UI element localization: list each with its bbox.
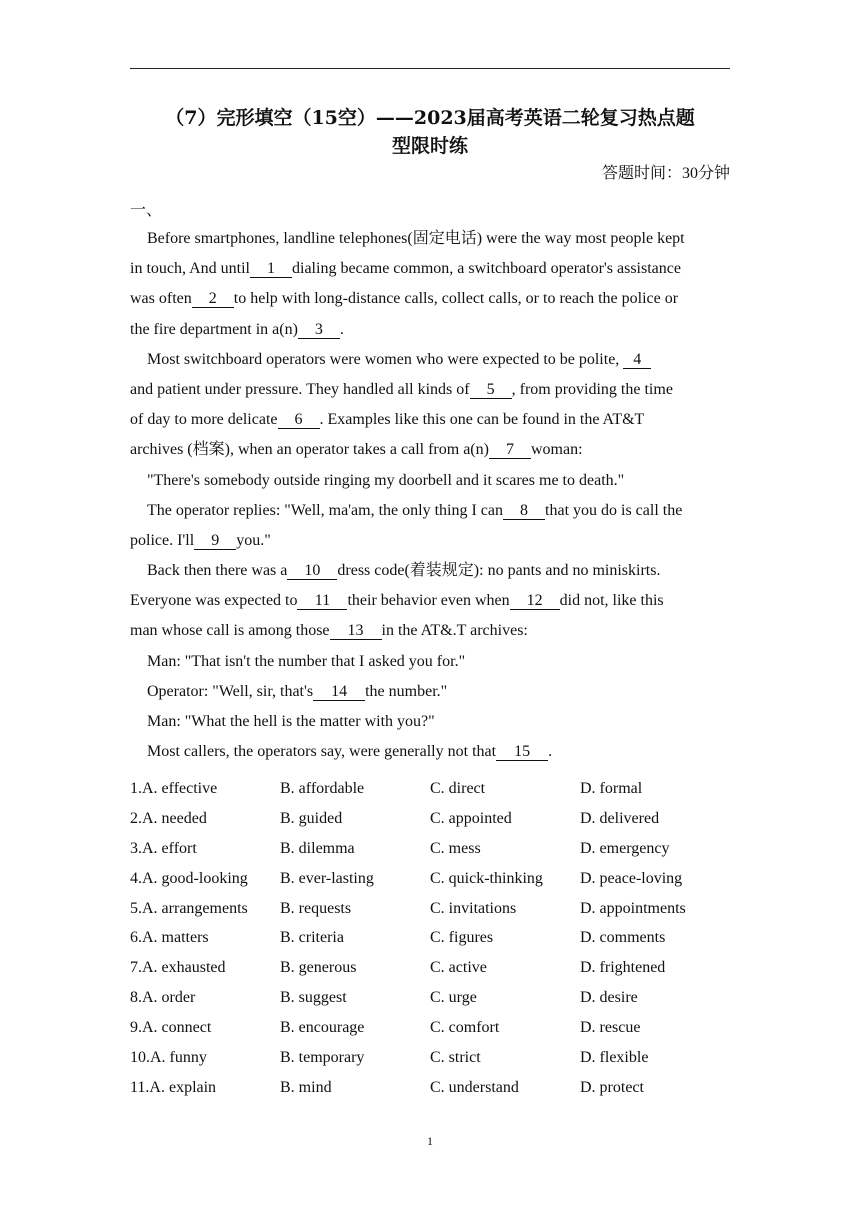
option-c: C. urge: [430, 989, 477, 1007]
blank-3: 3: [298, 321, 340, 339]
option-a: 9.A. connect: [130, 1019, 212, 1037]
option-row: [130, 983, 730, 1013]
option-row: [130, 864, 730, 894]
blank-10: 10: [287, 562, 337, 580]
blank-8: 8: [503, 502, 545, 520]
option-d: D. rescue: [580, 1019, 641, 1037]
option-b: B. requests: [280, 899, 352, 917]
option-row: [130, 1073, 730, 1103]
passage-line: Man: "That isn't the number that I asked you for.": [147, 652, 466, 670]
blank-1: 1: [250, 260, 292, 278]
passage-line: Most callers, the operators say, were generally not that 15 .: [147, 743, 553, 761]
option-b: B. mind: [280, 1078, 332, 1096]
option-a: 8.A. order: [130, 989, 196, 1007]
time-limit: 答题时间：30分钟: [601, 165, 730, 182]
passage-line: archives (档案), when an operator takes a call from a(n) 7 woman:: [130, 441, 583, 459]
option-b: B. affordable: [280, 780, 365, 797]
passage-line: police. I'll 9 you.": [130, 531, 271, 549]
option-a: 11.A. explain: [130, 1078, 217, 1096]
passage-line: Most switchboard operators were women who were expected to be polite, 4: [130, 345, 730, 375]
option-b: B. ever-lasting: [280, 869, 374, 887]
page-number: 1: [427, 1134, 433, 1148]
section-label: 一、: [130, 202, 163, 219]
answer-options: [130, 774, 730, 1103]
option-c: C. quick-thinking: [430, 869, 543, 887]
option-a: 4.A. good-looking: [130, 869, 248, 887]
option-d: D. flexible: [580, 1049, 649, 1067]
option-a: 5.A. arrangements: [130, 899, 248, 917]
option-c: C. mess: [430, 839, 481, 857]
passage-line: of day to more delicate 6 . Examples like this one can be found in the AT&T: [130, 411, 645, 429]
option-c: C. active: [430, 959, 487, 977]
blank-12: 12: [510, 592, 560, 610]
option-c: C. figures: [430, 929, 494, 947]
option-a: 3.A. effort: [130, 839, 197, 857]
option-b: B. suggest: [280, 989, 347, 1007]
option-d: D. formal: [580, 780, 643, 797]
option-a: 6.A. matters: [130, 929, 209, 947]
blank-14: 14: [313, 683, 365, 701]
option-d: D. emergency: [580, 839, 670, 857]
blank-11: 11: [297, 592, 347, 610]
passage-line: the fire department in a(n) 3 .: [130, 320, 344, 338]
page-title: [130, 104, 730, 160]
passage-line: The operator replies: "Well, ma'am, the only thing I can 8 that you do is call the: [147, 501, 683, 519]
option-b: B. criteria: [280, 929, 344, 947]
option-a: 10.A. funny: [130, 1049, 207, 1067]
option-c: C. appointed: [430, 809, 512, 827]
option-c: C. invitations: [430, 899, 517, 917]
option-row: [130, 774, 730, 804]
option-b: B. encourage: [280, 1019, 365, 1037]
passage-line: "There's somebody outside ringing my doorbell and it scares me to death.": [147, 471, 625, 489]
option-b: B. dilemma: [280, 839, 355, 857]
passage-line: was often 2 to help with long-distance calls, collect calls, or to reach the police or: [130, 290, 679, 308]
blank-6: 6: [278, 411, 320, 429]
option-c: C. understand: [430, 1078, 519, 1096]
option-d: D. desire: [580, 989, 638, 1007]
option-d: D. comments: [580, 929, 666, 947]
option-row: [130, 804, 730, 834]
option-c: C. strict: [430, 1049, 481, 1067]
passage-line: man whose call is among those 13 in the AT&.T archives:: [130, 622, 528, 640]
option-d: D. peace-loving: [580, 869, 683, 887]
option-a: 7.A. exhausted: [130, 959, 226, 977]
blank-7: 7: [489, 441, 531, 459]
blank-15: 15: [496, 743, 548, 761]
header-rule: [130, 68, 730, 69]
option-a: 2.A. needed: [130, 809, 207, 827]
option-d: D. protect: [580, 1078, 644, 1096]
blank-9: 9: [194, 532, 236, 550]
passage-line: Everyone was expected to 11 their behavior even when 12 did not, like this: [130, 592, 664, 610]
option-row: [130, 953, 730, 983]
passage-line: in touch, And until 1 dialing became common, a switchboard operator's assistance: [130, 260, 681, 278]
option-row: [130, 1013, 730, 1043]
option-a: 1.A. effective: [130, 780, 218, 797]
blank-2: 2: [192, 290, 234, 308]
option-d: D. frightened: [580, 959, 666, 977]
passage-line: Operator: "Well, sir, that's 14 the number.": [147, 682, 448, 700]
passage-line: Before smartphones, landline telephones(固定电话) were the way most people kept: [147, 230, 685, 247]
title-line-2: 型限时练: [391, 135, 468, 157]
option-d: D. appointments: [580, 899, 686, 917]
blank-13: 13: [330, 622, 382, 640]
passage-line: Back then there was a 10 dress code(着装规定): no pants and no miniskirts.: [147, 562, 661, 580]
blank-4: 4: [623, 351, 651, 369]
option-b: B. temporary: [280, 1049, 365, 1067]
blank-5: 5: [470, 381, 512, 399]
option-row: [130, 1043, 730, 1073]
option-c: C. comfort: [430, 1019, 500, 1037]
option-b: B. guided: [280, 809, 343, 827]
option-c: C. direct: [430, 780, 486, 797]
option-b: B. generous: [280, 959, 357, 977]
option-row: [130, 923, 730, 953]
option-row: [130, 834, 730, 864]
title-line-1: （7）完形填空（15空）——2023届高考英语二轮复习热点题: [165, 107, 695, 129]
option-d: D. delivered: [580, 809, 660, 827]
cloze-passage: [130, 224, 730, 767]
passage-line: and patient under pressure. They handled all kinds of 5 , from providing the time: [130, 380, 673, 398]
option-row: [130, 894, 730, 924]
passage-line: Man: "What the hell is the matter with you?": [147, 713, 435, 730]
